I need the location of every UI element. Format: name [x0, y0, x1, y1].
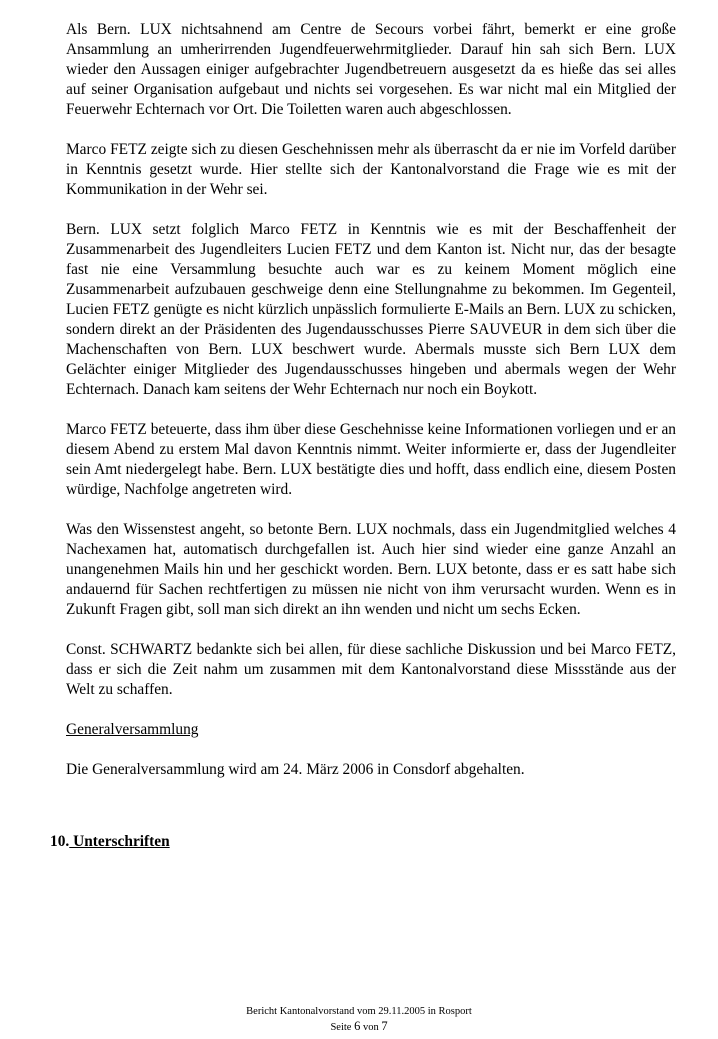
paragraph: Als Bern. LUX nichtsahnend am Centre de Secours vorbei fährt, bemerkt er eine große Ansammlung an umherirrenden Jugendfeuerwehrmitglieder. Darauf hin sah sich Bern. LUX wieder den Aussagen einiger aufgebrachter Jugendbetreuern ausgesetzt da es hieße das sei alles auf seiner Organisation aufgebaut und nichts sei vorgesehen. Es war nicht mal ein Mitglied der Feuerwehr Echternach vor Ort. Die Toiletten waren auch abgeschlossen. — [66, 21, 676, 118]
page-separator: von — [360, 1022, 382, 1033]
section-title: Unterschriften — [69, 833, 170, 850]
page-total: 7 — [381, 1019, 388, 1033]
paragraph: Marco FETZ zeigte sich zu diesen Geschehnissen mehr als überrascht da er nie im Vorfeld darüber in Kenntnis gesetzt wurde. Hier stellte sich der Kantonalvorstand die Frage wie es mit der Kommunikation in der Wehr sei. — [66, 141, 676, 198]
paragraph: Bern. LUX setzt folglich Marco FETZ in Kenntnis wie es mit der Beschaffenheit der Zusammenarbeit des Jugendleiters Lucien FETZ und dem Kanton ist. Nicht nur, das der besagte fast nie eine Versammlung besuchte auch war es zu keinem Moment möglich eine Zusammenarbeit aufzubauen geschweige denn eine Stellungnahme zu bekommen. Im Gegenteil, Lucien FETZ genügte es nicht kürzlich unpässlich formulierte E-Mails an Bern. LUX zu schicken, sondern direkt an der Präsidenten des Jugendausschusses Pierre SAUVEUR in dem sich über die Machenschaften von Bern. LUX beschwert wurde. Abermals musste sich Bern LUX dem Gelächter einiger Mitglieder des Jugendausschusses hingeben und abermals wegen der Wehr Echternach. Danach kam seitens der Wehr Echternach nur noch ein Boykott. — [66, 221, 676, 398]
paragraph: Const. SCHWARTZ bedankte sich bei allen, für diese sachliche Diskussion und bei Marco FETZ, dass er sich die Zeit nahm um zusammen mit dem Kantonalvorstand diese Missstände aus der Welt zu schaffen. — [66, 641, 676, 698]
page-current: 6 — [354, 1019, 361, 1033]
body-text — [66, 20, 676, 800]
subsection-text: Die Generalversammlung wird am 24. März 2006 in Consdorf abgehalten. — [66, 761, 525, 778]
footer-report-title: Bericht Kantonalvorstand vom 29.11.2005 in Rosport — [246, 1006, 472, 1017]
subsection-heading: Generalversammlung — [66, 721, 199, 738]
section-heading — [50, 832, 170, 852]
footer-page-number — [0, 1019, 718, 1035]
paragraph: Marco FETZ beteuerte, dass ihm über diese Geschehnisse keine Informationen vorliegen und er an diesem Abend zu erstem Mal davon Kenntnis nimmt. Weiter informierte er, dass der Jugendleiter sein Amt niedergelegt habe. Bern. LUX bestätigte dies und hofft, dass endlich eine, diesem Posten würdige, Nachfolge angetreten wird. — [66, 421, 676, 498]
page-footer — [0, 1005, 718, 1035]
page-prefix: Seite — [330, 1022, 355, 1033]
section-number: 10. — [50, 833, 70, 850]
paragraph: Was den Wissenstest angeht, so betonte Bern. LUX nochmals, dass ein Jugendmitglied welches 4 Nachexamen hat, automatisch durchgefallen ist. Auch hier sind wieder eine ganze Anzahl an unangenehmen Mails hin und her geschickt worden. Bern. LUX betonte, dass er es satt habe sich andauernd für Sachen rechtfertigen zu müssen nie nicht von ihm verursacht wurden. Wenn es in Zukunft Fragen gibt, soll man sich direkt an ihn wenden und nicht um sechs Ecken. — [66, 521, 676, 618]
